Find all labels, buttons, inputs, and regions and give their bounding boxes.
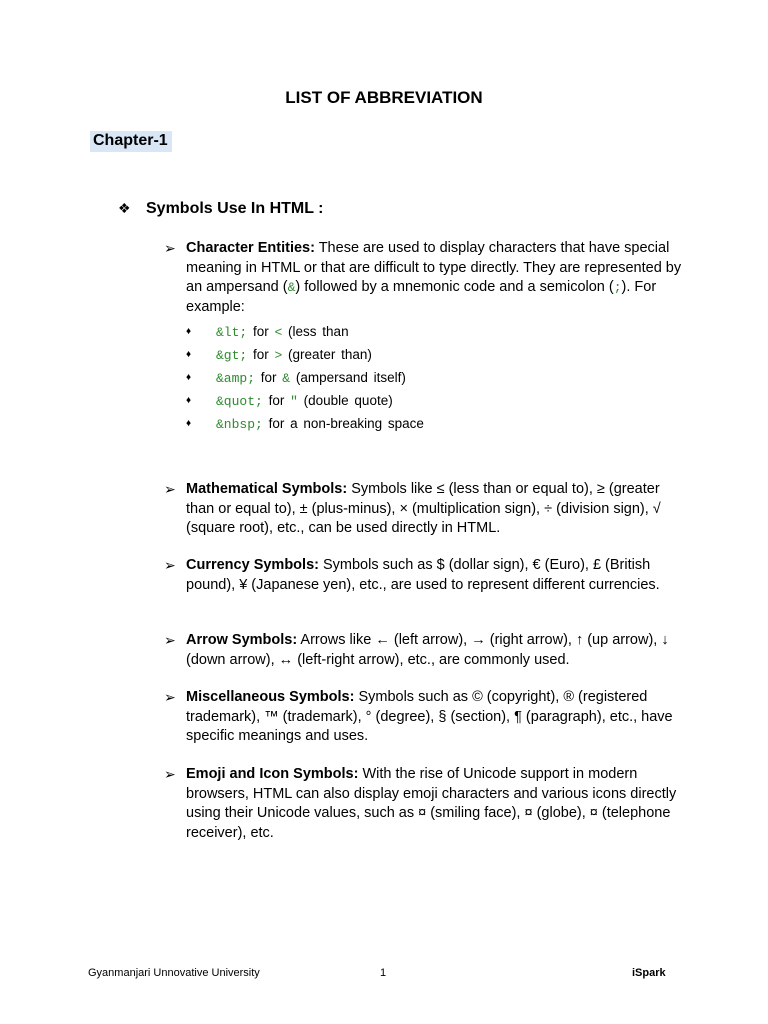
- entity-list-item: [186, 413, 684, 436]
- footer-page-number: 1: [380, 967, 387, 979]
- entity-symbol: &: [282, 371, 291, 387]
- currency-symbols-paragraph: [186, 556, 684, 595]
- entity-list: [164, 321, 684, 436]
- entity-list-item: [186, 390, 684, 413]
- entity-list-item: [186, 321, 684, 344]
- mathematical-symbols-paragraph: [186, 480, 684, 539]
- arrow-symbols-lead: Arrow Symbols:: [186, 632, 298, 648]
- arrow-symbols-paragraph: [186, 631, 684, 670]
- entity-mid: for a non-breaking space: [262, 416, 424, 432]
- miscellaneous-symbols-text: Symbols such as © (copyright), ® (registered trademark), ™ (trademark), ° (degree), § (section), ¶ (paragraph), etc., have specific meanings and uses.: [186, 689, 673, 745]
- entity-mid: for: [247, 347, 275, 363]
- entity-desc: (greater than): [282, 347, 372, 363]
- miscellaneous-symbols-item: [164, 688, 684, 747]
- miscellaneous-symbols-lead: Miscellaneous Symbols:: [186, 689, 355, 705]
- entity-code: &gt;: [216, 348, 248, 364]
- mathematical-symbols-text: Symbols like ≤ (less than or equal to), ≥ (greater than or equal to), ± (plus-minus), × (multiplication sign), ÷ (division sign), √ (square root), etc., can be used directly in HTML.: [186, 481, 661, 537]
- entity-code: &amp;: [216, 371, 256, 387]
- currency-symbols-text: Symbols such as $ (dollar sign), € (Euro), £ (British pound), ¥ (Japanese yen), etc., are used to represent different currencies.: [186, 557, 660, 593]
- arrowhead-bullet-icon: ➢: [164, 557, 176, 573]
- currency-symbols-lead: Currency Symbols:: [186, 557, 319, 573]
- arrowhead-bullet-icon: ➢: [164, 632, 176, 648]
- miscellaneous-symbols-paragraph: [186, 688, 684, 747]
- mathematical-symbols-item: [164, 480, 684, 539]
- entity-desc: (less than: [282, 324, 349, 340]
- entity-desc: (ampersand itself): [290, 370, 406, 386]
- entity-mid: for: [247, 324, 275, 340]
- entity-mid: for: [262, 393, 291, 409]
- entity-symbol: ": [290, 394, 298, 410]
- emoji-icon-symbols-text: With the rise of Unicode support in modern browsers, HTML can also display emoji characters and various icons directly using their Unicode values, such as ¤ (smiling face), ¤ (globe), ¤ (telephone receiver), etc.: [186, 766, 677, 841]
- character-entities-lead: Character Entities:: [186, 240, 315, 256]
- entity-list-item: [186, 367, 684, 390]
- arrow-symbols-text: Arrows like ← (left arrow), → (right arrow), ↑ (up arrow), ↓ (down arrow), ↔ (left-right arrow), etc., are commonly used.: [186, 632, 669, 668]
- currency-symbols-item: [164, 556, 684, 595]
- entity-desc: (double quote): [297, 393, 393, 409]
- chapter-heading: Chapter-1: [90, 131, 172, 152]
- character-entities-text-1: These are used to display characters that have special meaning in HTML or that are difficult to type directly. They are represented by an ampersand (: [186, 240, 682, 296]
- list-bullet-icon: ♦: [186, 418, 192, 430]
- entity-code: &lt;: [216, 325, 248, 341]
- emoji-icon-symbols-lead: Emoji and Icon Symbols:: [186, 766, 359, 782]
- emoji-icon-symbols-paragraph: [186, 765, 684, 843]
- list-bullet-icon: ♦: [186, 372, 192, 384]
- arrowhead-bullet-icon: ➢: [164, 481, 176, 497]
- arrowhead-bullet-icon: ➢: [164, 766, 176, 782]
- entity-symbol: >: [274, 348, 283, 364]
- entity-mid: for: [255, 370, 283, 386]
- ampersand-code: &: [287, 280, 296, 296]
- footer-university: Gyanmanjari Unnovative University: [88, 967, 260, 979]
- entity-symbol: <: [274, 325, 283, 341]
- section-heading: [118, 200, 324, 218]
- list-bullet-icon: ♦: [186, 395, 192, 407]
- list-bullet-icon: ♦: [186, 326, 192, 338]
- emoji-icon-symbols-item: [164, 765, 684, 843]
- arrowhead-bullet-icon: ➢: [164, 240, 176, 256]
- semicolon-code: ;: [613, 280, 622, 296]
- character-entities-text-2: ) followed by a mnemonic code and a semicolon (: [295, 279, 614, 296]
- character-entities-paragraph: [186, 239, 684, 317]
- entity-code: &nbsp;: [216, 417, 263, 433]
- section-heading-text: Symbols Use In HTML :: [146, 200, 324, 217]
- character-entities-item: [164, 239, 684, 436]
- entity-list-item: [186, 344, 684, 367]
- arrow-symbols-item: [164, 631, 684, 670]
- mathematical-symbols-lead: Mathematical Symbols:: [186, 481, 348, 497]
- arrowhead-bullet-icon: ➢: [164, 689, 176, 705]
- character-entities-text-3: ). For example:: [186, 279, 657, 315]
- footer-brand: iSpark: [632, 967, 666, 979]
- diamond-bullet-icon: ❖: [118, 200, 131, 216]
- list-bullet-icon: ♦: [186, 349, 192, 361]
- entity-code: &quot;: [216, 394, 263, 410]
- page-title: LIST OF ABBREVIATION: [285, 88, 483, 107]
